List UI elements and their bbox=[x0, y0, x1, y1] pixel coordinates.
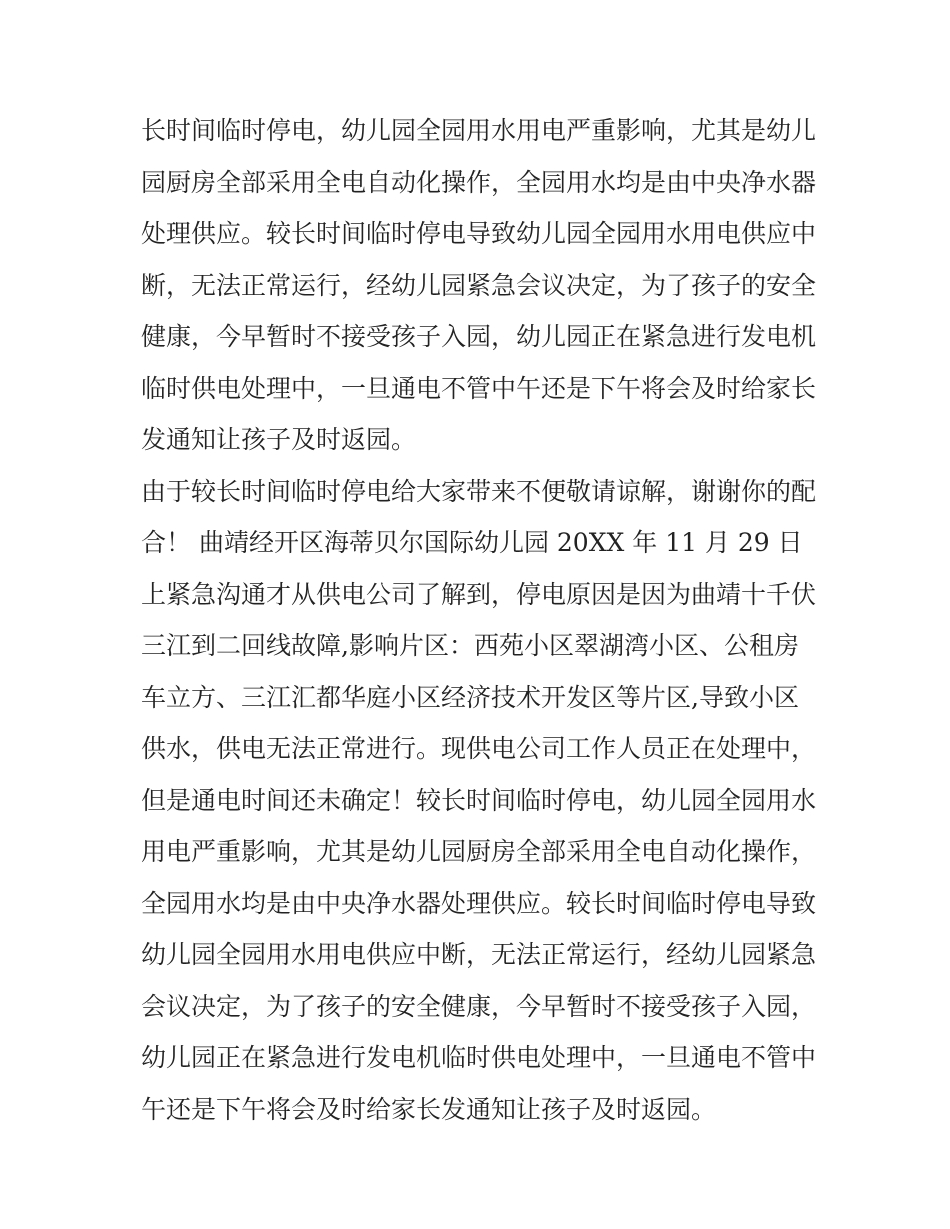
text-line: 处理供应。较长时间临时停电导致幼儿园全园用水用电供应中 bbox=[141, 219, 817, 248]
text-line: 上紧急沟通才从供电公司了解到，停电原因是因为曲靖十千伏 bbox=[141, 579, 817, 609]
text-line: 园厨房全部采用全电自动化操作，全园用水均是由中央净水器 bbox=[141, 167, 817, 197]
text-line: 临时供电处理中，一旦通电不管中午还是下午将会及时给家长 bbox=[141, 373, 817, 403]
text-line: 会议决定，为了孩子的安全健康，今早暂时不接受孩子入园， bbox=[141, 991, 817, 1021]
document-body bbox=[141, 105, 821, 1135]
text-line: 供水，供电无法正常进行。现供电公司工作人员正在处理中， bbox=[141, 734, 817, 763]
text-line: 合！ 曲靖经开区海蒂贝尔国际幼儿园 20XX 年 11 月 29 日 bbox=[141, 528, 803, 557]
text-line: 用电严重影响，尤其是幼儿园厨房全部采用全电自动化操作， bbox=[141, 837, 817, 866]
text-line: 断，无法正常运行，经幼儿园紧急会议决定，为了孩子的安全 bbox=[141, 270, 817, 300]
text-line: 全园用水均是由中央净水器处理供应。较长时间临时停电导致 bbox=[141, 888, 817, 918]
text-line: 午还是下午将会及时给家长发通知让孩子及时返园。 bbox=[141, 1094, 717, 1124]
text-line: 由于较长时间临时停电给大家带来不便敬请谅解，谢谢你的配 bbox=[141, 476, 817, 506]
text-line: 幼儿园正在紧急进行发电机临时供电处理中，一旦通电不管中 bbox=[141, 1043, 817, 1072]
text-line: 幼儿园全园用水用电供应中断，无法正常运行，经幼儿园紧急 bbox=[141, 940, 817, 969]
text-line: 发通知让孩子及时返园。 bbox=[141, 425, 417, 454]
text-line: 健康，今早暂时不接受孩子入园，幼儿园正在紧急进行发电机 bbox=[141, 322, 817, 351]
text-line: 但是通电时间还未确定！较长时间临时停电，幼儿园全园用水 bbox=[141, 785, 817, 815]
text-line: 三江到二回线故障,影响片区：西苑小区翠湖湾小区、公租房 bbox=[141, 631, 799, 660]
text-line: 长时间临时停电，幼儿园全园用水用电严重影响，尤其是幼儿 bbox=[141, 116, 817, 145]
text-line: 车立方、三江汇都华庭小区经济技术开发区等片区,导致小区 bbox=[141, 682, 799, 712]
